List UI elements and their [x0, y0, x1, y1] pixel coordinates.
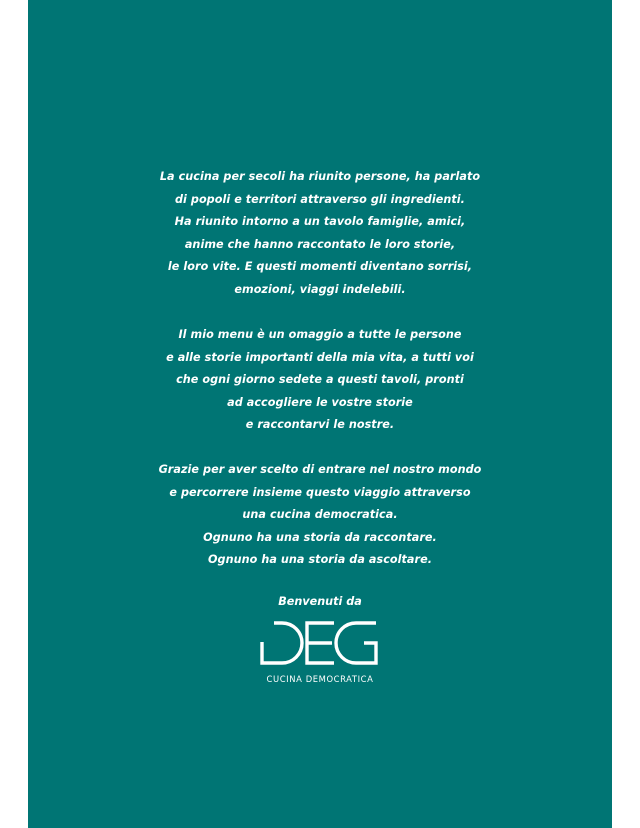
paragraph-line: anime che hanno raccontato le loro storie, [184, 237, 456, 251]
paragraph-line: emozioni, viaggi indelebili. [234, 282, 406, 296]
paragraph-line: una cucina democratica. [242, 508, 398, 521]
paragraph-line: Il mio menu è un omaggio a tutte le persone [178, 328, 462, 341]
paragraph-line: La cucina per secoli ha riunito persone, ha parlato [159, 170, 481, 183]
deg-logo [260, 620, 380, 666]
paragraph-line: e percorrere insieme questo viaggio attraverso [169, 485, 471, 499]
intro-paragraph-1 [28, 166, 612, 301]
paragraph-line: e alle storie importanti della mia vita, a tutti voi [166, 350, 474, 364]
welcome-text: Benvenuti da [278, 595, 362, 608]
paragraph-line: che ogni giorno sedete a questi tavoli, pronti [176, 373, 464, 386]
menu-page [28, 0, 612, 828]
paragraph-line: Ognuno ha una storia da raccontare. [203, 530, 437, 544]
intro-paragraph-3 [28, 459, 612, 572]
paragraph-line: Ha riunito intorno a un tavolo famiglie, amici, [174, 215, 466, 228]
paragraph-line: Grazie per aver scelto di entrare nel nostro mondo [158, 463, 482, 476]
paragraph-line: ad accogliere le vostre storie [227, 395, 413, 409]
paragraph-line: Ognuno ha una storia da ascoltare. [207, 553, 433, 566]
brand-subtitle: CUCINA DEMOCRATICA [266, 674, 374, 684]
intro-paragraph-2 [28, 324, 612, 437]
paragraph-line: le loro vite. E questi momenti diventano sorrisi, [167, 260, 473, 273]
paragraph-line: e raccontarvi le nostre. [245, 418, 395, 431]
paragraph-line: di popoli e territori attraverso gli ingredienti. [175, 192, 465, 206]
